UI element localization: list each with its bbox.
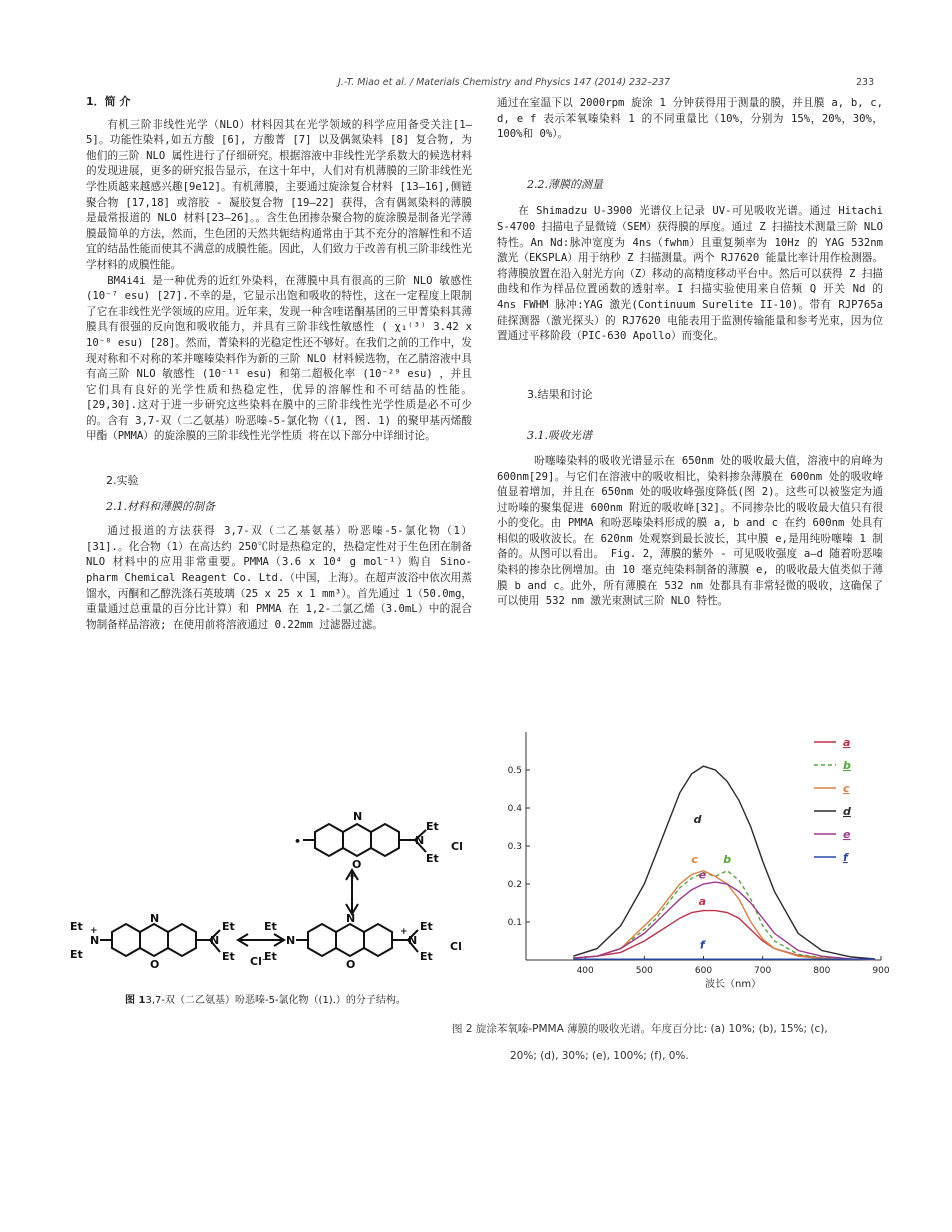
lower-left-plus: +	[90, 926, 98, 936]
lower-right-et-2: Et	[264, 950, 277, 963]
upper-n-atom: N	[353, 810, 363, 823]
lower-left-o-atom: O	[150, 958, 160, 971]
y-tick-label: 0.2	[507, 880, 522, 890]
legend-label-e: e	[843, 828, 851, 841]
y-tick-label: 0.4	[507, 804, 522, 814]
x-tick-label: 800	[813, 966, 831, 976]
legend-label-a: a	[843, 736, 851, 749]
lower-left-et-3: Et	[222, 920, 235, 933]
lower-left-ring-3	[168, 924, 196, 956]
lower-right-cl: Cl	[450, 940, 462, 953]
legend-label-b: b	[843, 759, 851, 772]
lower-right-et-1: Et	[264, 920, 277, 933]
lower-left-n-atom: N	[150, 912, 160, 925]
lower-right-et-4: Et	[420, 950, 433, 963]
lower-left-et-1: Et	[70, 920, 83, 933]
section-2-title: 2.实验	[106, 474, 139, 488]
legend-label-c: c	[843, 782, 850, 795]
upper-cl: Cl	[451, 840, 463, 853]
molecular-structure-figure	[70, 800, 480, 985]
legend-label-d: d	[843, 805, 851, 818]
figure-1-label: 图 1	[125, 995, 146, 1006]
lower-right-plus: +	[400, 927, 408, 937]
legend-label-f: f	[843, 851, 848, 864]
upper-right-ring	[371, 824, 399, 856]
curve-label-b: b	[723, 853, 732, 867]
x-tick-label: 400	[576, 966, 594, 976]
absorption-paragraph: 吩噻嗪染料的吸收光谱显示在 650nm 处的吸收最大值，溶液中的肩峰为 600nm[29]。与它们在溶液中的吸收相比，染料掺杂薄膜在 600nm 处的吸收峰值显着增加，并且在 650nm 处的吸收峰强度降低(图 2)。这些可以被鉴定为通过吩嗪的聚集促进 600nm 附近的吸收峰[32]。不同掺杂比的吸收最大值只有很小的变化。由 PMMA 和吩恶嗪染料形成的膜 a, b and c 在约 600nm 处具有相似的吸收波长。在 620nm 处观察到最长波长，其中膜 e,是用纯吩噻嗪 1 制备的。从图可以看出。 Fig. 2，薄膜的紫外 - 可见吸收强度 a—d 随着吩恶嗪染料的掺杂比例增加。由 10 毫克纯染料制备的薄膜 e, 的吸收最大值类似于薄膜 b and c。此外，所有薄膜在 532 nm 处都具有非常轻微的吸收，这确保了可以使用 532 nm 激光束测试三阶 NLO 特性。	[497, 454, 883, 608]
figure-2-caption	[452, 1016, 912, 1070]
lower-right-ring-2	[336, 924, 364, 956]
intro-paragraph-2: BM4i4i 是一种优秀的近红外染料，在薄膜中具有很高的三阶 NLO 敏感性 (10⁻⁷ esu) [27].不幸的是，它显示出饱和吸收的特性，这在一定程度上限制了它在非线性光学领域的应用。近年来，发现一种含喹诺酮基团的三甲菁染料其薄膜具有很强的反向饱和吸收能力，并具有三阶非线性敏感性 ( χ₁⁽³⁾ 3.42 x 10⁻⁸ esu) [28]。然而，菁染料的光稳定性还不够好。在我们之前的工作中，发现对称和不对称的苯并噻嗪染料作为新的三阶 NLO 材料候选物，在乙腈溶液中具有高三阶 NLO 敏感性 (10⁻¹¹ esu) 和第二超极化率 (10⁻²⁹ esu) ，并且它们具有良好的光学性质和热稳定性，优异的溶解性和不可结晶的性能。 [29,30].这对于进一步研究这些染料在膜中的三阶非线性光学性质是必不可少的。含有 3,7-双（二乙氨基）吩恶嗪-5-氯化物（(1, 图. 1) 的聚甲基丙烯酸甲酯（PMMA）的旋涂膜的三阶非线性光学性质 将在以下部分中详细讨论。	[86, 274, 472, 443]
continued-paragraph: 通过在室温下以 2000rpm 旋涂 1 分钟获得用于测量的膜，并且膜 a, b, c, d, e f 表示苯氧嗪染料 1 的不同重量比（10%，分别为 15%，20%，30%，100%和 0%）。	[497, 97, 883, 141]
lower-right-right-n: N	[408, 934, 418, 947]
upper-o-atom: O	[352, 858, 362, 871]
x-tick-label: 500	[635, 966, 653, 976]
lower-left-cl-minus: Cl⁻	[250, 955, 268, 968]
intro-paragraph-1: 有机三阶非线性光学（NLO）材料因其在光学领域的科学应用备受关注[1—5]。功能性染料,如五方酸 [6], 方酸菁 [7] 以及偶氮染料 [8] 复合物, 为他们的三阶 NLO 属性进行了仔细研究。根据溶液中非线性光学系数大的候选材料的发现进展，更多的研究报告显示，在这十年中，人们对有机薄膜的三阶非线性光学性质越来越感兴趣[9e12]。有机薄膜，主要通过旋涂复合材料 [13—16],侧链聚合物 [17,18] 或溶胶 - 凝胶复合物 [19—22] 获得，含有偶氮染料的薄膜是最常报道的 NLO 材料[23—26]。。含生色团掺杂聚合物的旋涂膜是制备光学薄膜最简单的方法，然而，生色团的天然共轭结构通常由于其不充分的溶解性和不适宜的结晶性能而使其不满意的成膜性能。因此，人们致力于改善有机三阶非线性光学材料的成膜性能。	[86, 118, 472, 271]
x-tick-label: 900	[872, 966, 890, 976]
x-tick-label: 700	[754, 966, 772, 976]
y-tick-label: 0.5	[507, 766, 522, 776]
section-1-title: 1．简 介	[86, 95, 131, 108]
upper-et-2: Et	[426, 852, 439, 865]
upper-radical-dot: •	[294, 835, 302, 848]
y-tick-label: 0.1	[507, 918, 522, 928]
lower-right-et-3: Et	[420, 920, 433, 933]
lower-left-right-n: N	[210, 934, 220, 947]
lower-left-n-plus: N	[90, 934, 100, 947]
x-axis-label: 波长（nm）	[705, 979, 762, 990]
lower-right-ring-1	[308, 924, 336, 956]
left-column	[86, 94, 472, 633]
lower-right-o-atom: O	[346, 958, 356, 971]
series-line-e	[573, 882, 875, 960]
page-number: 233	[856, 77, 875, 88]
lower-left-ring-1	[112, 924, 140, 956]
y-tick-label: 0.3	[507, 842, 522, 852]
lower-left-ring-2	[140, 924, 168, 956]
lower-left-et-2: Et	[70, 948, 83, 961]
upper-left-ring	[315, 824, 343, 856]
section-3-title: 3.结果和讨论	[527, 387, 593, 401]
figure-1-caption	[125, 991, 406, 1006]
curve-label-d: d	[693, 813, 702, 827]
measurement-paragraph: 在 Shimadzu U-3900 光谱仪上记录 UV-可见吸收光谱。通过 Hitachi S-4700 扫描电子显微镜（SEM）获得膜的厚度。通过 Z 扫描技术测量三阶 NLO 特性。An Nd:脉冲宽度为 4ns（fwhm）且重复频率为 10Hz 的 YAG 532nm 激光（EKSPLA）用于纳秒 Z 扫描测量。两个 RJ7620 能量比率计用作检测器。将薄膜放置在沿入射光方向（Z）移动的高精度移动平台中。然后可以获得 Z 扫描曲线和作为样品位置函数的透射率。I 扫描实验使用来自倍频 Q 开关 Nd 的 4ns FWHM 脉冲:YAG 激光(Continuum Surelite II-10)。带有 RJP765a 硅探测器（激光探头）的 RJ7620 电能表用于监测传输能量和参考光束，因为位置通过平移阶段（PIC-630 Apollo）而变化。	[497, 205, 883, 343]
lower-left-et-4: Et	[222, 950, 235, 963]
materials-paragraph: 通过报道的方法获得 3,7-双（二乙基氨基）吩恶嗪-5-氯化物（1） [31].。化合物（1）在高达约 250℃时是热稳定的，热稳定性对于生色团在制备 NLO 材料中的应用非常重要。PMMA（3.6 x 10⁴ g mol⁻¹）购自 Sino-pharm Chemical Reagent Co. Ltd.（中国，上海）。在超声波浴中依次用蒸馏水，丙酮和乙醇洗涤石英玻璃（25 x 25 x 1 mm³）。首先通过 1（50.0mg，重量通过总重量的百分比计算）和 PMMA 在 1,2-二氯乙烯（3.0mL）中的混合物制备样品溶液; 在使用前将溶液通过 0.22mm 过滤器过滤。	[86, 525, 472, 631]
lower-right-left-n: N	[286, 934, 296, 947]
curve-label-a: a	[698, 894, 707, 908]
upper-et-1: Et	[426, 820, 439, 833]
upper-plus-charge: +	[349, 872, 357, 882]
curve-label-e: e	[698, 868, 707, 882]
figure-1-caption-text: 3,7-双（二乙氨基）吩恶嗪-5-氯化物（(1).）的分子结构。	[145, 995, 406, 1006]
lower-right-n-atom: N	[346, 912, 356, 925]
section-2-1-title: 2.1.材料和薄膜的制备	[106, 499, 215, 513]
upper-right-n: N	[415, 834, 425, 847]
figure-2-caption-line-1: 图 2 旋涂苯氧嗪-PMMA 薄膜的吸收光谱。年度百分比: (a) 10%; (b), 15%; (c),	[452, 1023, 828, 1035]
upper-mid-ring	[343, 824, 371, 856]
right-column	[497, 96, 883, 610]
running-header: J.-T. Miao et al. / Materials Chemistry and Physics 147 (2014) 232–237	[338, 77, 671, 88]
section-3-1-title: 3.1.吸收光谱	[527, 429, 592, 443]
figure-2-caption-line-2: 20%; (d), 30%; (e), 100%; (f), 0%.	[510, 1050, 689, 1062]
curve-label-c: c	[691, 853, 698, 867]
x-tick-label: 600	[694, 966, 713, 976]
lower-right-ring-3	[364, 924, 392, 956]
curve-label-f: f	[699, 938, 705, 952]
absorption-spectra-chart	[496, 728, 896, 990]
section-2-2-title: 2.2.薄膜的测量	[527, 177, 603, 191]
